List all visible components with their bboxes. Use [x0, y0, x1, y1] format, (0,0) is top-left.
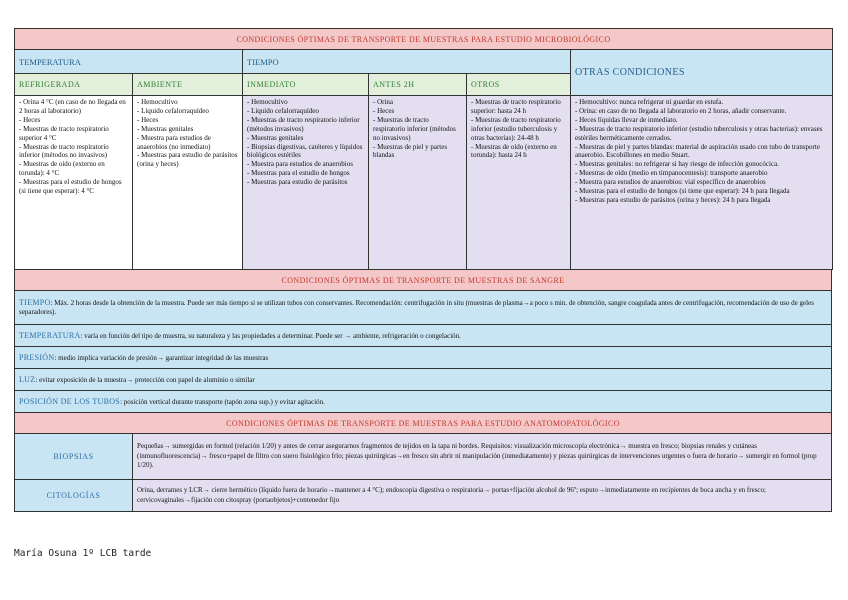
- text-luz: : evitar exposición de la muestra→ protección con papel de aluminio o similar: [35, 375, 255, 384]
- subheader-refrigerada: REFRIGERADA: [15, 74, 133, 96]
- blood-table: [14, 269, 832, 413]
- row-luz: [15, 369, 832, 391]
- label-tiempo: TIEMPO: [19, 298, 51, 307]
- label-temperatura: TEMPERATURA: [19, 330, 81, 340]
- cell-ambiente: - Hemocultivo - Líquido cefalorraquídeo - Heces - Muestras genitales - Muestra para estudios de anaerobios (no inmediato) - Muestras para estudio de parásitos (orina y heces): [133, 96, 243, 270]
- text-presion: : medio implica variación de presión→ garantizar integridad de las muestras: [54, 353, 269, 362]
- cell-antes-2h: - Orina - Heces - Muestras de tracto respiratorio inferior (métodos no invasivos) - Muestras de piel y partes blandas: [369, 96, 467, 270]
- subheader-ambiente: AMBIENTE: [133, 74, 243, 96]
- microbiology-table: [14, 28, 833, 270]
- header-tiempo: TIEMPO: [243, 50, 571, 74]
- blood-title: CONDICIONES ÓPTIMAS DE TRANSPORTE DE MUESTRAS DE SANGRE: [15, 270, 832, 291]
- header-temperatura: TEMPERATURA: [15, 50, 243, 74]
- microbiology-title: CONDICIONES ÓPTIMAS DE TRANSPORTE DE MUESTRAS PARA ESTUDIO MICROBIOLÓGICO: [15, 29, 833, 50]
- label-citologias: CITOLOGÍAS: [15, 480, 133, 512]
- text-temperatura: : varía en función del tipo de muestra, su naturaleza y las propiedades a determinar. Puede ser → ambiente, refrigeración o congelación.: [80, 331, 461, 340]
- header-otras-condiciones: OTRAS CONDICIONES: [571, 50, 833, 96]
- label-luz: LUZ: [19, 374, 36, 384]
- cell-refrigerada: - Orina 4 °C (en caso de no llegada en 2 horas al laboratorio) - Heces - Muestras de tracto respiratorio superior 4 °C - Muestras de tracto respiratorio inferior (métodos no invasivos) - Muestras de oído (externo en torunda): 4 °C - Muestras para el estudio de hongos (si tiene que esperar): 4 °C: [15, 96, 133, 270]
- anatomopathology-title: CONDICIONES ÓPTIMAS DE TRANSPORTE DE MUESTRAS PARA ESTUDIO ANATOMOPATOLÓGICO: [15, 413, 832, 434]
- row-presion: [15, 347, 832, 369]
- text-citologias: Orina, derrames y LCR→ cierre hermético (líquido fuera de horario→mantener a 4 °C); endoscopia digestiva o respiratoria→ portas+fijación alcohol de 96º; esputo→inmediatamente en recipientes de boca ancha y en fresco; cervicovaginales→fijación con citospray (portaobjetos)+contenedor fijo: [133, 480, 832, 512]
- row-temperatura: [15, 325, 832, 347]
- author-footer: María Osuna 1º LCB tarde: [14, 548, 152, 559]
- cell-otras-condiciones: - Hemocultivo: nunca refrigerar ni guardar en estufa. - Orina: en caso de no llegada al laboratorio en 2 horas, añadir conservante. - Heces líquidas llevar de inmediato. - Muestras de tracto respiratorio inferior (estudio tuberculosis y otras bacterias): envases estériles herméticamente cerrados. - Muestras de piel y partes blandas: material de aspiración usado con tubo de transporte anaerobio. Escobillones en medio Stuart. - Muestras genitales: no refrigerar si hay riesgo de infección gonocócica. - Muestras de oído (medio en timpanocentesis): transporte anaerobio - Muestra para estudios de anaerobios: vial específico de anaerobios - Muestras para el estudio de hongos (si tiene que esperar): 24 h para llegada - Muestras para estudio de parásitos (orina y heces): 24 h para llegada: [571, 96, 833, 270]
- label-presion: PRESIÓN: [19, 352, 55, 362]
- text-posicion: : posición vertical durante transporte (tapón zona sup.) y evitar agitación.: [120, 397, 325, 406]
- subheader-antes-2h: ANTES 2H: [369, 74, 467, 96]
- label-posicion: POSICIÓN DE LOS TUBOS: [19, 396, 121, 406]
- subheader-otros: OTROS: [467, 74, 571, 96]
- document: [14, 28, 832, 512]
- text-biopsias: Pequeñas→ sumergidas en formol (relación 1/20) y antes de cerrar asegurarnos fragmentos de tejidos en la tapa ni bordes. Requisitos: visualización microscopía electrónica→ muestra en fresco; biopsias renales y cutáneas (inmunofluorescencia)→ fresco+papel de filtro con suero fisiológico frío; piezas quirúrgicas→en fresco sin abrir ni manipulación (inmediatamente) y piezas quirúrgicas de intervenciones urgentes o fuera de horario→ sumergir en formol (prop 1/20).: [133, 434, 832, 480]
- subheader-inmediato: INMEDIATO: [243, 74, 369, 96]
- label-biopsias: BIOPSIAS: [15, 434, 133, 480]
- cell-otros: - Muestras de tracto respiratorio superior: hasta 24 h - Muestras de tracto respiratorio inferior (estudio tuberculosis y otras bacterias): 24-48 h - Muestras de oído (externo en torunda): hasta 24 h: [467, 96, 571, 270]
- row-tiempo: [15, 291, 832, 325]
- text-tiempo: : Máx. 2 horas desde la obtención de la muestra. Puede ser más tiempo si se utilizan tubos con conservantes. Recomendación: centrifugación in situ (muestras de plasma→a poco s min. de obtención, sangre coagulada antes de centrifugación, recomendación de uso de geles separadores).: [19, 299, 814, 316]
- anatomopathology-table: [14, 412, 832, 512]
- cell-inmediato: - Hemocultivo - Líquido cefalorraquídeo - Muestras de tracto respiratorio inferior (métodos invasivos) - Muestras genitales - Biopsias digestivas, catéteres y líquidos biológicos estériles - Muestra para estudios de anaerobios - Muestras para el estudio de hongos - Muestras para estudio de parásitos: [243, 96, 369, 270]
- row-posicion: [15, 391, 832, 413]
